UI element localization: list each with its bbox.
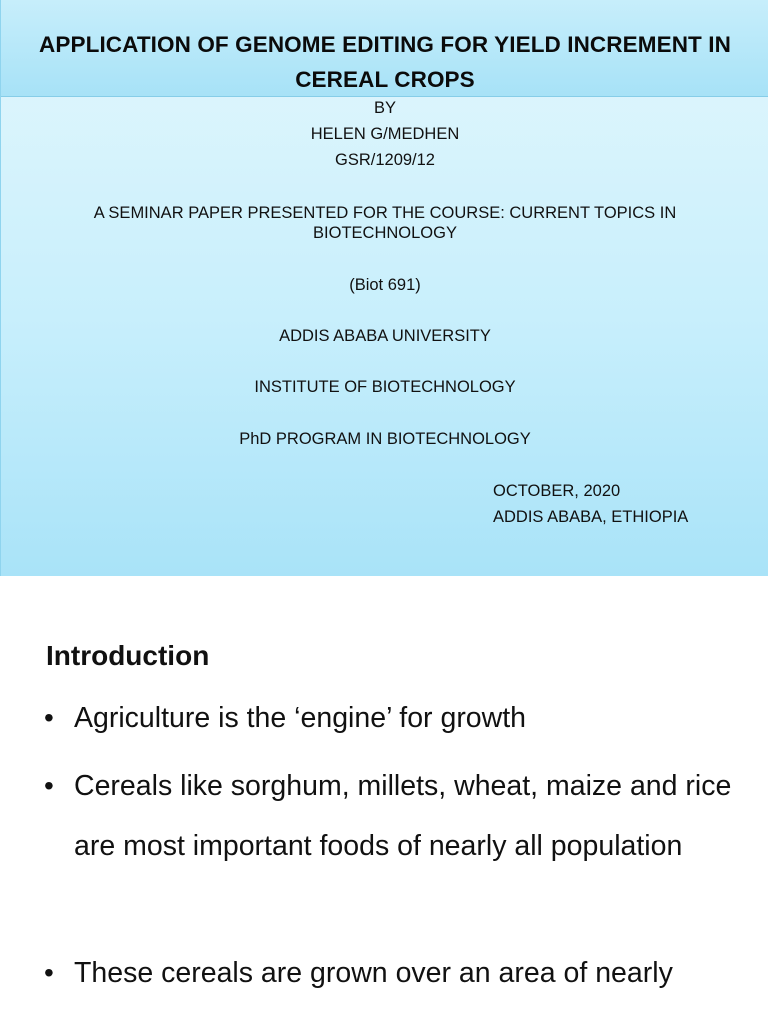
list-item: [44, 943, 734, 1003]
presentation-location: ADDIS ABABA, ETHIOPIA: [493, 508, 689, 526]
program-name: PhD PROGRAM IN BIOTECHNOLOGY: [239, 430, 531, 448]
list-item: [44, 688, 734, 748]
bullet-text: These cereals are grown over an area of nearly: [74, 957, 673, 989]
list-item: [44, 756, 734, 876]
student-id: GSR/1209/12: [335, 151, 435, 169]
title-band: [1, 0, 768, 97]
university-name: ADDIS ABABA UNIVERSITY: [279, 327, 491, 345]
institute-name: INSTITUTE OF BIOTECHNOLOGY: [254, 378, 516, 396]
bullet-marker: •: [44, 702, 54, 733]
author-name: HELEN G/MEDHEN: [310, 125, 460, 143]
slide-title: APPLICATION OF GENOME EDITING FOR YIELD INCREMENT IN CEREAL CROPS: [39, 32, 731, 92]
by-line: BY: [373, 99, 396, 117]
presentation-date: OCTOBER, 2020: [493, 482, 621, 500]
introduction-heading: Introduction: [46, 640, 210, 671]
bullet-text: Agriculture is the ‘engine’ for growth: [74, 702, 527, 734]
bullet-list: [0, 576, 768, 1024]
bullet-marker: •: [44, 957, 54, 988]
bullet-marker: •: [44, 770, 54, 801]
bullet-text: Cereals like sorghum, millets, wheat, maize and rice are most important foods of nearly all population: [74, 770, 732, 862]
seminar-statement: A SEMINAR PAPER PRESENTED FOR THE COURSE: CURRENT TOPICS IN BIOTECHNOLOGY: [93, 204, 677, 242]
introduction-slide: [0, 576, 768, 1024]
course-code: (Biot 691): [349, 276, 421, 294]
